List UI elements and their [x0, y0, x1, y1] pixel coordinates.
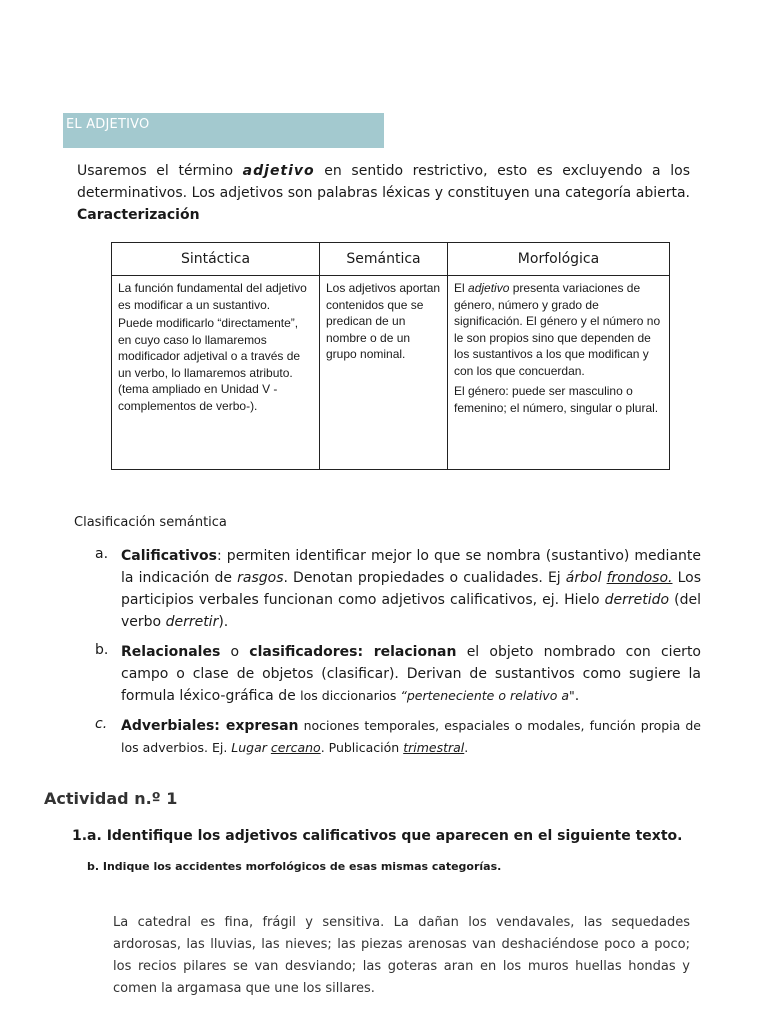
- sintactica-p2: Puede modificarlo “directamente”, en cuyo caso lo llamaremos modificador adjetival o a través de un verbo, lo llamaremos atributo. (tema ampliado en Unidad V - complementos de verbo-).: [118, 316, 301, 413]
- list-item-text: [121, 641, 701, 707]
- table-header-row: [112, 243, 670, 276]
- item-term: clasificadores: relacionan: [249, 644, 457, 660]
- item-example: árbol: [565, 570, 602, 586]
- item-text: nociones temporales, espaciales o modales, función propia de los adverbios. Ej.: [121, 718, 701, 755]
- list-marker: a.: [95, 546, 109, 562]
- item-term: Relacionales: [121, 644, 221, 660]
- item-example: trimestral: [403, 740, 465, 755]
- item-term: Adverbiales: expresan: [121, 718, 299, 734]
- item-example: Lugar: [231, 740, 267, 755]
- morfologica-p2: El género: puede ser masculino o femenino; el número, singular o plural.: [454, 384, 659, 415]
- cell-semantica: [320, 276, 448, 470]
- activity-question-1b: b. Indique los accidentes morfológicos de esas mismas categorías.: [87, 860, 502, 873]
- item-example: frondoso.: [606, 570, 673, 586]
- header-sintactica: Sintáctica: [112, 243, 320, 276]
- item-example: derretido: [604, 592, 670, 608]
- caracterizacion-table: [111, 242, 670, 470]
- intro-term: adjetivo: [242, 163, 315, 179]
- item-text: los diccionarios: [300, 688, 401, 703]
- list-marker: b.: [95, 642, 109, 658]
- item-example: derretir: [165, 614, 219, 630]
- cell-sintactica: [112, 276, 320, 470]
- item-text: ).: [218, 614, 229, 630]
- classification-heading: Clasificación semántica: [74, 515, 227, 530]
- intro-paragraph: [77, 160, 690, 226]
- item-text: (del verbo: [121, 592, 701, 630]
- activity-text: La catedral es fina, frágil y sensitiva. La dañan los vendavales, las sequedades ardorosas, las lluvias, las nieves; las piezas arenosas van deshaciéndose poco a poco; los recios pilares se van desviando; las goteras aran en los muros huellas hondas y comen la argamasa que une los sillares.: [113, 915, 690, 996]
- activity-question-1a: 1.a. Identifique los adjetivos calificativos que aparecen en el siguiente texto.: [72, 828, 683, 844]
- list-item-text: [121, 545, 701, 633]
- item-example: rasgos: [237, 570, 284, 586]
- morfologica-p1: [454, 280, 663, 379]
- list-item: [95, 641, 701, 707]
- caracterizacion-heading: Caracterización: [77, 207, 200, 223]
- cell-morfologica: [448, 276, 670, 470]
- item-text: o: [220, 644, 250, 660]
- morf-post: presenta variaciones de género, número y grado de significación. El género y el número no le son propios sino que dependen de los sustantivos a los que modifican y con los que concuerdan.: [454, 281, 661, 378]
- item-text: el objeto nombrado con cierto campo o clase de objetos (clasificar). Derivan de sustantivos como sugiere la formula léxico-gráfica de: [121, 644, 701, 704]
- item-text: .: [574, 688, 580, 704]
- item-text: .: [464, 740, 469, 755]
- activity-title: Actividad n.º 1: [44, 789, 178, 808]
- item-text: . Denotan propiedades o cualidades. Ej: [283, 570, 566, 586]
- semantica-p1: Los adjetivos aportan contenidos que se predican de un nombre o de un grupo nominal.: [326, 281, 441, 361]
- item-term: Calificativos: [121, 548, 218, 564]
- item-text: Los participios verbales funcionan como adjetivos calificativos, ej. Hielo: [121, 570, 701, 608]
- morf-term: adjetivo: [468, 281, 510, 295]
- item-example: “perteneciente o relativo a": [400, 688, 575, 703]
- header-semantica: Semántica: [320, 243, 448, 276]
- list-marker: c.: [95, 716, 108, 732]
- item-text: : permiten identificar mejor lo que se nombra (sustantivo) mediante la indicación de: [121, 548, 701, 586]
- item-example: cercano: [270, 740, 321, 755]
- item-text: . Publicación: [320, 740, 404, 755]
- classification-list: [95, 545, 701, 767]
- intro-post: en sentido restrictivo, esto es excluyendo a los determinativos. Los adjetivos son palabras léxicas y constituyen una categoría abierta.: [77, 163, 690, 201]
- page-title: EL ADJETIVO: [66, 117, 150, 132]
- table-row: [112, 276, 670, 470]
- intro-pre: Usaremos el término: [77, 163, 243, 179]
- list-item: [95, 545, 701, 633]
- list-item: [95, 715, 701, 759]
- list-item-text: [121, 715, 701, 759]
- morf-pre: El: [454, 281, 469, 295]
- header-morfologica: Morfológica: [448, 243, 670, 276]
- sintactica-p1: La función fundamental del adjetivo es modificar a un sustantivo.: [118, 281, 307, 312]
